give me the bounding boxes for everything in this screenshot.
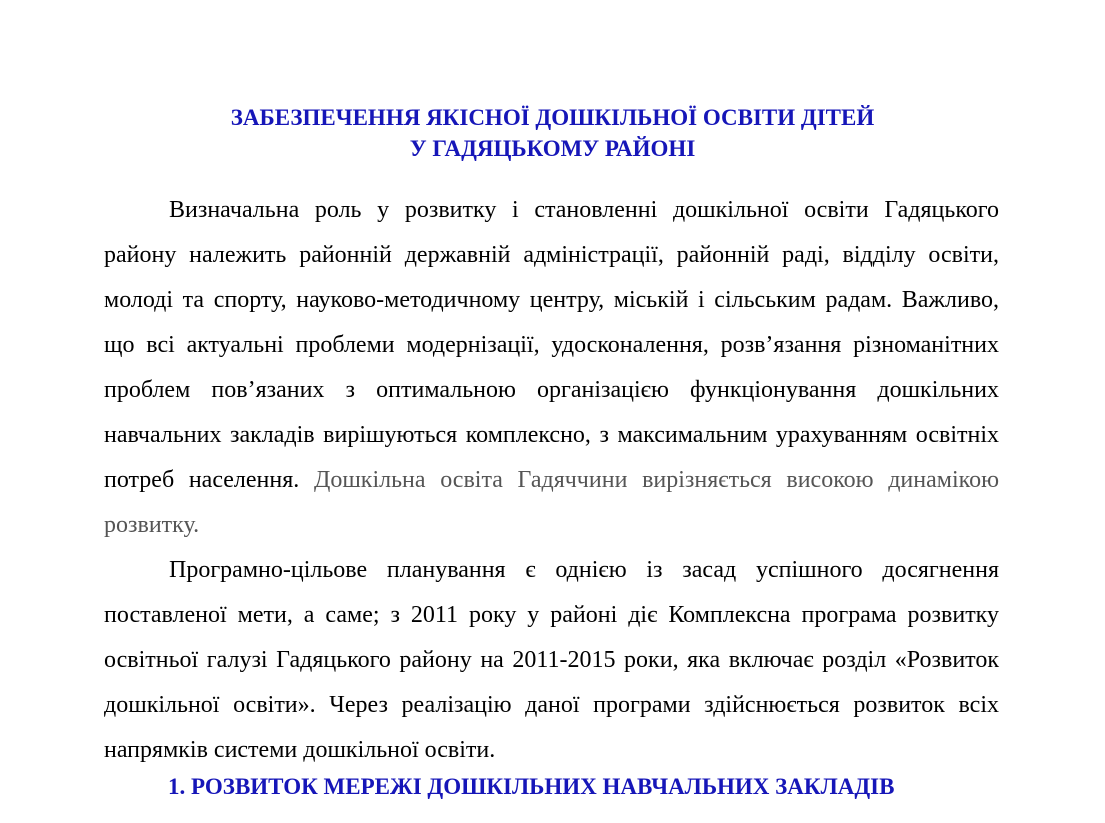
paragraph-1-highlight: Дошкільна освіта Гадяччини вирізняється високою динамікою розвитку.	[104, 467, 999, 538]
paragraph-2: Програмно-цільове планування є однією із засад успішного досягнення поставленої мети, а саме; з 2011 року у районі діє Комплексна програма розвитку освітньої галузі Гадяцького району на 2011-2015 роки, яка включає розділ «Розвиток дошкільної освіти». Через реалізацію даної програми здійснюється розвиток всіх напрямків системи дошкільної освіти.	[104, 557, 999, 763]
document-title-line-2: У ГАДЯЦЬКОМУ РАЙОНІ	[409, 136, 696, 161]
section-heading: 1. РОЗВИТОК МЕРЕЖІ ДОШКІЛЬНИХ НАВЧАЛЬНИХ ЗАКЛАДІВ	[168, 774, 895, 799]
document-title-line-1: ЗАБЕЗПЕЧЕННЯ ЯКІСНОЇ ДОШКІЛЬНОЇ ОСВІТИ ДІТЕЙ	[230, 105, 875, 130]
paragraph-1	[104, 188, 999, 548]
paragraph-1-text: Визначальна роль у розвитку і становленні дошкільної освіти Гадяцького району належить районній державній адміністрації, районній раді, відділу освіти, молоді та спорту, науково-методичному центру, міській і сільським радам. Важливо, що всі актуальні проблеми модернізації, удосконалення, розв’язання різноманітних проблем пов’язаних з оптимальною організацією функціонування дошкільних навчальних закладів вирішуються комплексно, з максимальним урахуванням освітніх потреб населення.	[104, 197, 999, 493]
